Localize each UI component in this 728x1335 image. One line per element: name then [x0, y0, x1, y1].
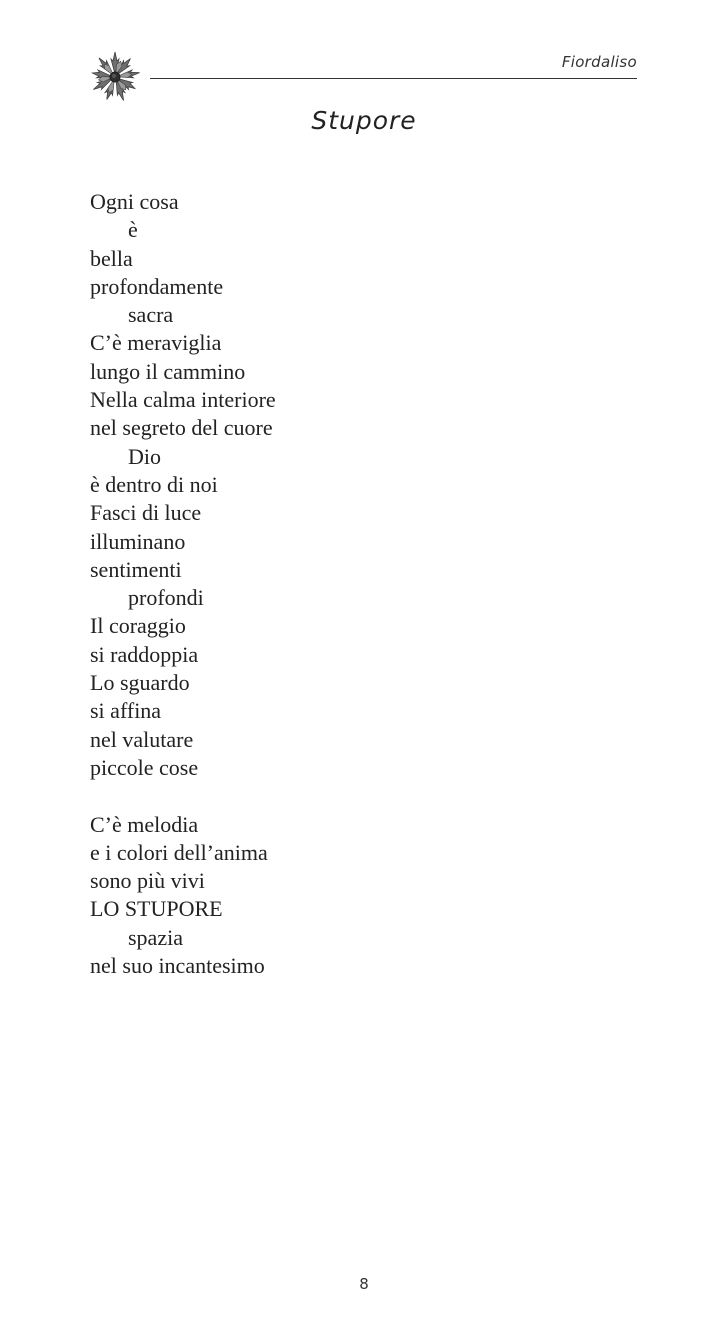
- poem-line: Nella calma interiore: [90, 387, 276, 413]
- poem-line: nel suo incantesimo: [90, 953, 265, 979]
- poem-line: lungo il cammino: [90, 358, 246, 384]
- poem-line: sono più vivi: [90, 868, 205, 894]
- poem-line: e i colori dell’anima: [90, 839, 268, 865]
- poem-line: profondi: [128, 585, 204, 611]
- poem-line: sentimenti: [90, 556, 182, 582]
- poem-line: nel valutare: [90, 726, 194, 752]
- poem-line: piccole cose: [90, 754, 199, 780]
- poem-title: Stupore: [311, 106, 417, 135]
- page-number: 8: [359, 1275, 369, 1293]
- poem-line: Fasci di luce: [90, 500, 202, 526]
- poem-line: nel segreto del cuore: [90, 415, 273, 441]
- poem-line: bella: [90, 245, 133, 271]
- poem-line: Dio: [128, 443, 161, 469]
- stanza-break: [90, 782, 276, 810]
- poem-line: Ogni cosa: [90, 189, 179, 214]
- header-rule: [150, 78, 637, 79]
- poem-line: Il coraggio: [90, 613, 186, 639]
- poem-body: [90, 188, 276, 980]
- poem-line: C’è meraviglia: [90, 330, 222, 356]
- poem-line: C’è melodia: [90, 811, 199, 837]
- poem-line: si raddoppia: [90, 641, 199, 667]
- poem-line: Lo sguardo: [90, 670, 190, 696]
- poem-line: è dentro di noi: [90, 471, 218, 497]
- poem-line: spazia: [128, 924, 183, 950]
- poem-line: profondamente: [90, 273, 224, 299]
- poem-line: illuminano: [90, 528, 186, 554]
- poem-line: LO STUPORE: [90, 896, 223, 922]
- poem-line: è: [128, 217, 138, 243]
- running-head: Fiordaliso: [561, 53, 637, 71]
- poem-line: si affina: [90, 698, 162, 724]
- cornflower-icon: [86, 50, 144, 104]
- poem-line: sacra: [128, 302, 174, 328]
